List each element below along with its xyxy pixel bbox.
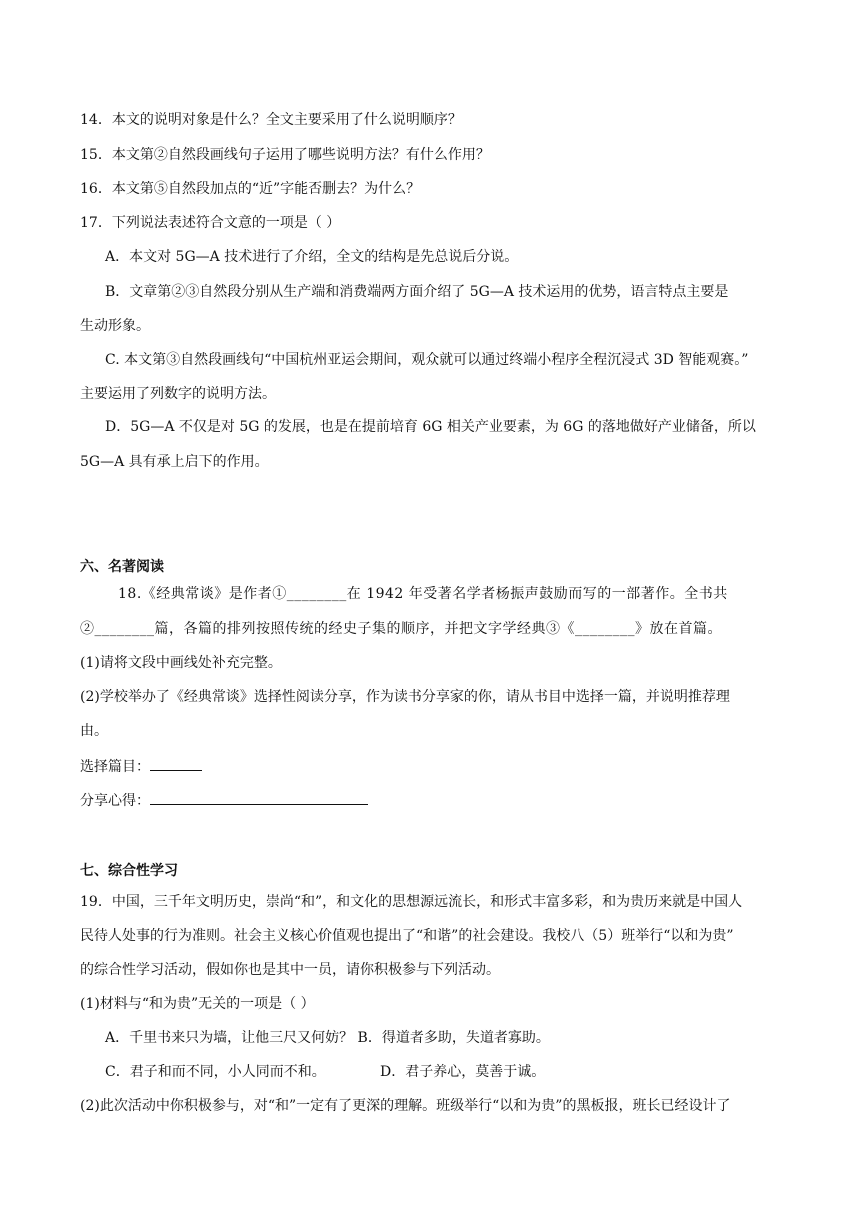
question-19-options-ab: A．千里书来只为墙，让他三尺又何妨？ B．得道者多助，失道者寡助。 (105, 1030, 550, 1046)
question-18-line-2: ②________篇，各篇的排列按照传统的经史子集的顺序，并把文字学经典③《________》放在首篇。 (80, 621, 722, 637)
share-thoughts-blank[interactable] (150, 790, 368, 805)
question-18-sub-2-cont: 由。 (80, 723, 108, 739)
question-19-option-c: C．君子和而不同，小人同而不和。 (105, 1064, 326, 1080)
question-15: 15．本文第②自然段画线句子运用了哪些说明方法？有什么作用？ (80, 147, 490, 163)
question-18-sub-2: (2)学校举办了《经典常谈》选择性阅读分享，作为读书分享家的你，请从书目中选择一篇，并说明推荐理 (80, 689, 730, 705)
question-19-line-2: 民待人处事的行为准则。社会主义核心价值观也提出了“和谐”的社会建设。我校八（5）班举行“以和为贵” (80, 928, 734, 944)
question-17-option-d: D．5G—A 不仅是对 5G 的发展，也是在提前培育 6G 相关产业要素，为 6G 的落地做好产业储备，所以 (105, 419, 756, 435)
question-17-option-b: B．文章第②③自然段分别从生产端和消费端两方面介绍了 5G—A 技术运用的优势，语言特点主要是 (105, 284, 729, 300)
question-19-line-3: 的综合性学习活动，假如你也是其中一员，请你积极参与下列活动。 (80, 962, 500, 978)
section-6-heading: 六、名著阅读 (80, 559, 164, 575)
share-thoughts-label: 分享心得： (80, 793, 150, 809)
question-14: 14．本文的说明对象是什么？全文主要采用了什么说明顺序？ (80, 112, 462, 128)
question-19-sub-2: (2)此次活动中你积极参与，对“和”一定有了更深的理解。班级举行“以和为贵”的黑板报，班长已经设计了 (80, 1098, 731, 1114)
question-19-sub-1: (1)材料与“和为贵”无关的一项是（ ） (80, 996, 315, 1012)
choose-chapter-row (80, 756, 202, 776)
share-thoughts-row (80, 790, 368, 810)
question-17-option-c: C. 本文第③自然段画线句“中国杭州亚运会期间，观众就可以通过终端小程序全程沉浸式 3D 智能观赛。” (105, 352, 749, 368)
question-18-sub-1: (1)请将文段中画线处补充完整。 (80, 655, 282, 671)
question-17-option-a: A．本文对 5G—A 技术进行了介绍，全文的结构是先总说后分说。 (105, 249, 519, 265)
choose-chapter-label: 选择篇目： (80, 759, 150, 775)
question-17-option-d-cont: 5G—A 具有承上启下的作用。 (80, 454, 269, 470)
section-7-heading: 七、综合性学习 (80, 863, 178, 879)
question-16: 16．本文第⑤自然段加点的“近”字能否删去？为什么？ (80, 181, 421, 197)
choose-chapter-blank[interactable] (150, 756, 202, 771)
question-19-line-1: 19．中国，三千年文明历史，崇尚“和”，和文化的思想源远流长，和形式丰富多彩，和为贵历来就是中国人 (80, 894, 743, 910)
question-18-line-1: 18.《经典常谈》是作者①________在 1942 年受著名学者杨振声鼓励而写的一部著作。全书共 (118, 586, 728, 602)
question-17-option-c-cont: 主要运用了列数字的说明方法。 (80, 386, 276, 402)
question-19-option-d: D．君子养心，莫善于诚。 (380, 1064, 546, 1080)
question-17-option-b-cont: 生动形象。 (80, 318, 150, 334)
question-17-stem: 17．下列说法表述符合文意的一项是（ ） (80, 215, 341, 231)
